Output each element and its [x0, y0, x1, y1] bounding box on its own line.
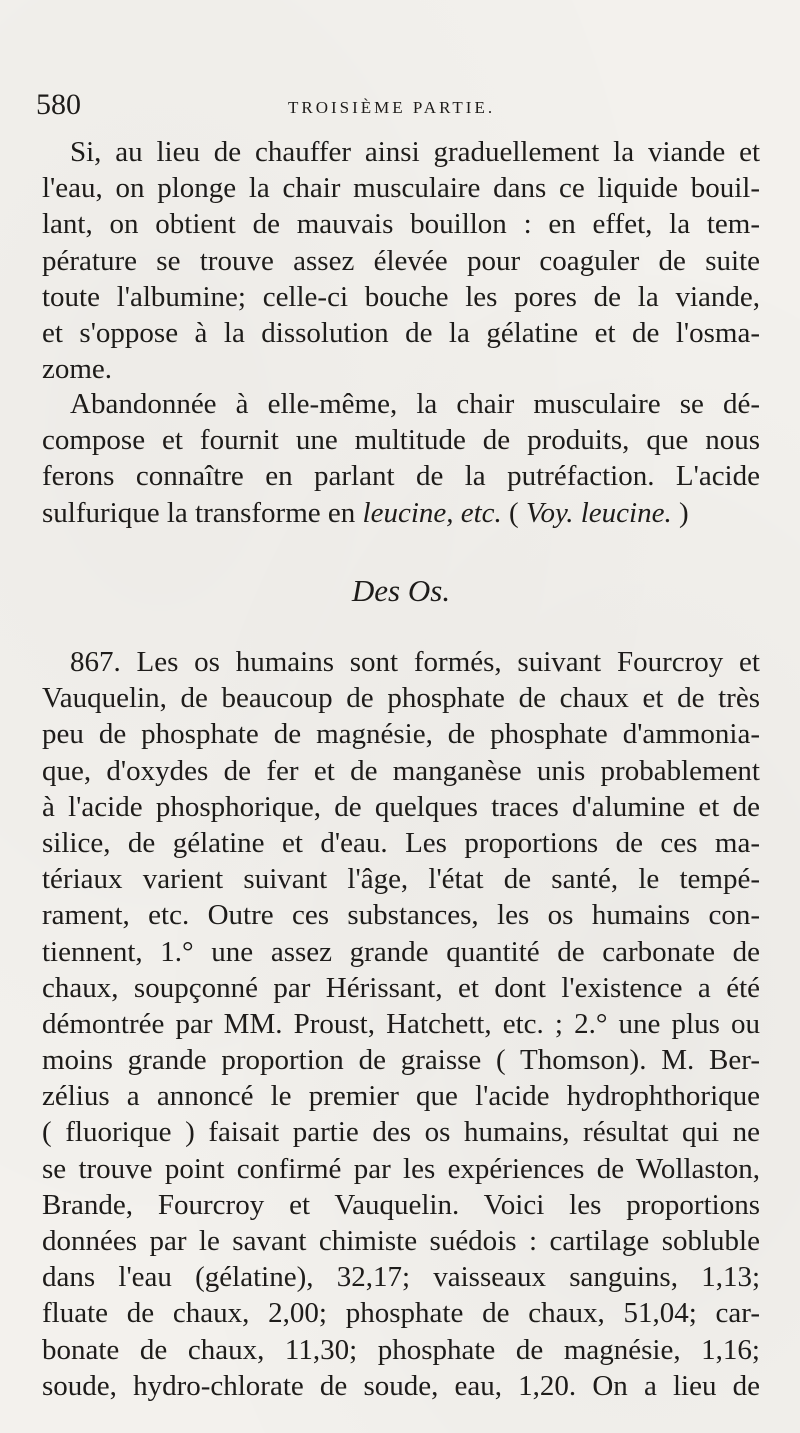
text-line: peu de phosphate de magnésie, de phosphate d'ammonia-	[42, 718, 760, 751]
section-title: Des Os.	[351, 573, 451, 608]
paragraph-decomposition	[42, 386, 760, 531]
text-line: démontrée par MM. Proust, Hatchett, etc. ; 2.° une plus ou	[42, 1007, 760, 1040]
text-line: tiennent, 1.° une assez grande quantité de carbonate de	[42, 935, 760, 968]
text-line: à l'acide phosphorique, de quelques traces d'alumine et de	[42, 790, 760, 823]
paragraph	[42, 134, 760, 387]
text-line: 867. Les os humains sont formés, suivant Fourcroy et	[70, 646, 760, 678]
text-line: Si, au lieu de chauffer ainsi graduellement la viande et	[70, 136, 760, 168]
text-line: soude, hydro-chlorate de soude, eau, 1,20. On a lieu de	[42, 1369, 760, 1402]
text-line: sulfurique la transforme en leucine, etc. ( Voy. leucine. )	[42, 496, 689, 529]
text-line: lant, on obtient de mauvais bouillon : en effet, la tem-	[42, 208, 760, 241]
paragraph	[42, 386, 760, 531]
text-line: Brande, Fourcroy et Vauquelin. Voici les proportions	[42, 1188, 760, 1221]
text-line: bonate de chaux, 11,30; phosphate de magnésie, 1,16;	[42, 1333, 760, 1366]
text-line: ( fluorique ) faisait partie des os humains, résultat qui ne	[42, 1116, 760, 1149]
text-line: Vauquelin, de beaucoup de phosphate de chaux et de très	[42, 682, 760, 715]
text-line: données par le savant chimiste suédois : cartilage sobluble	[42, 1225, 760, 1257]
text-line: que, d'oxydes de fer et de manganèse unis probablement	[42, 754, 760, 787]
paragraph-bouillon	[42, 134, 760, 387]
text-line: l'eau, on plonge la chair musculaire dans ce liquide bouil-	[42, 172, 760, 205]
paragraph	[42, 644, 760, 1404]
text-line: et s'oppose à la dissolution de la gélatine et de l'osma-	[42, 316, 760, 349]
text-line: tériaux varient suivant l'âge, l'état de santé, le tempé-	[42, 863, 760, 896]
text-line: fluate de chaux, 2,00; phosphate de chaux, 51,04; car-	[42, 1297, 760, 1330]
italic-text: Voy. leucine.	[525, 496, 672, 529]
running-head: TROISIÈME PARTIE.	[288, 98, 496, 117]
text-line: compose et fournit une multitude de produits, que nous	[42, 424, 760, 457]
text-line: dans l'eau (gélatine), 32,17; vaisseaux sanguins, 1,13;	[42, 1261, 760, 1294]
text-line: Abandonnée à elle-même, la chair musculaire se dé-	[70, 388, 760, 420]
text-line: ferons connaître en parlant de la putréfaction. L'acide	[42, 460, 760, 493]
text-line: silice, de gélatine et d'eau. Les proportions de ces ma-	[42, 826, 760, 859]
text-line: pérature se trouve assez élevée pour coaguler de suite	[42, 244, 760, 277]
page-header	[36, 88, 766, 128]
text-line: zélius a annoncé le premier que l'acide hydrophthorique	[42, 1080, 760, 1113]
paragraph-os	[42, 644, 760, 1404]
text-line: se trouve point confirmé par les expériences de Wollaston,	[42, 1152, 760, 1185]
text-line: chaux, soupçonné par Hérissant, et dont l'existence a été	[42, 971, 760, 1004]
text-line: toute l'albumine; celle-ci bouche les pores de la viande,	[42, 280, 760, 313]
text-line: moins grande proportion de graisse ( Thomson). M. Ber-	[42, 1044, 760, 1077]
italic-text: leucine, etc.	[362, 496, 502, 529]
text-line: rament, etc. Outre ces substances, les os humains con-	[42, 899, 760, 932]
text-line: zome.	[42, 353, 113, 386]
page-number: 580	[36, 88, 81, 121]
